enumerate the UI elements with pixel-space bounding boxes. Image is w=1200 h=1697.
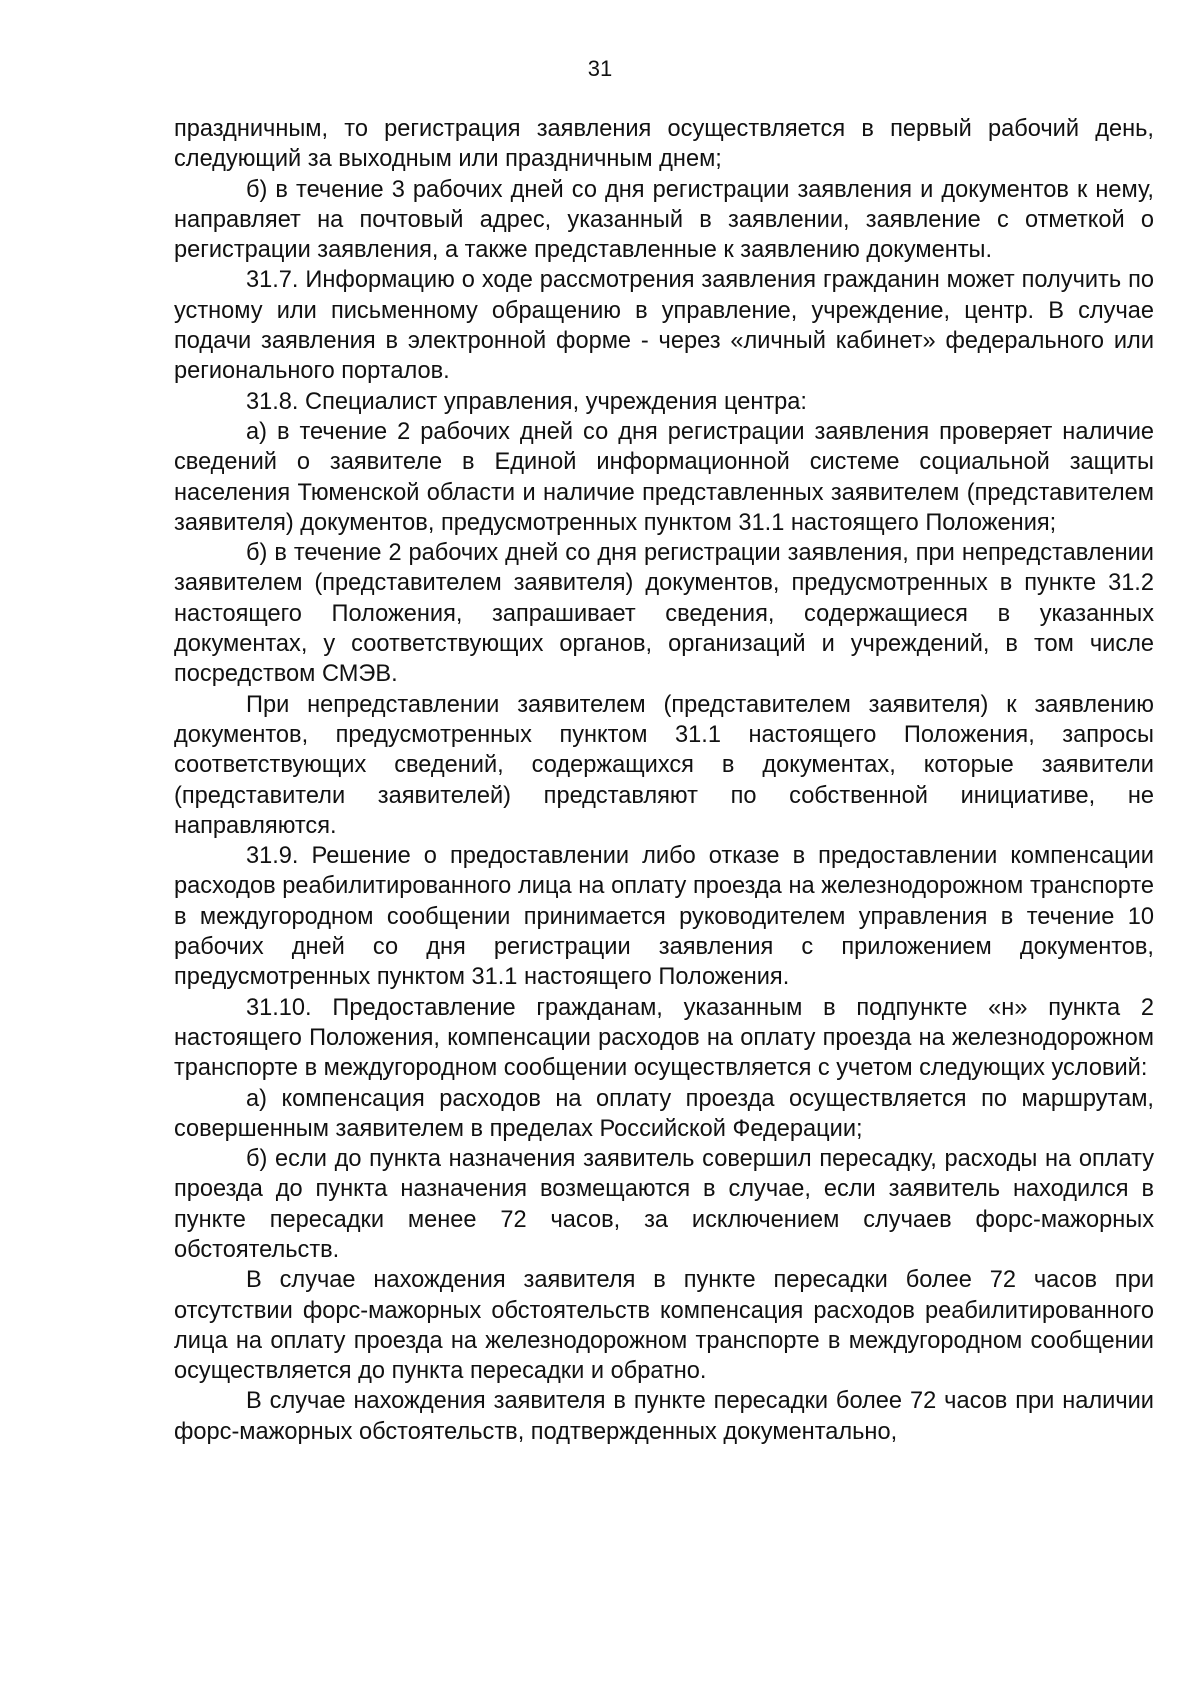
document-body [174,114,1154,1447]
paragraph: б) в течение 3 рабочих дней со дня регистрации заявления и документов к нему, направляет на почтовый адрес, указанный в заявлении, заявление с отметкой о регистрации заявления, а также представленные к заявлению документы. [174,176,1154,264]
paragraph: а) в течение 2 рабочих дней со дня регистрации заявления проверяет наличие сведений о заявителе в Единой информационной системе социальной защиты населения Тюменской области и наличие представленных заявителем (представителем заявителя) документов, предусмотренных пунктом 31.1 настоящего Положения; [174,418,1154,536]
page-number: 31 [587,56,613,81]
paragraph: В случае нахождения заявителя в пункте пересадки более 72 часов при наличии форс-мажорных обстоятельств, подтвержденных документально, [174,1388,1154,1445]
paragraph: б) если до пункта назначения заявитель совершил пересадку, расходы на оплату проезда до пункта назначения возмещаются в случае, если заявитель находился в пункте пересадки менее 72 часов, за исключением случаев форс-мажорных обстоятельств. [174,1146,1154,1263]
paragraph: 31.7. Информацию о ходе рассмотрения заявления гражданин может получить по устному или письменному обращению в управление, учреждение, центр. В случае подачи заявления в электронной форме - через «личный кабинет» федерального или регионального порталов. [174,267,1154,385]
paragraph: а) компенсация расходов на оплату проезда осуществляется по маршрутам, совершенным заявителем в пределах Российской Федерации; [174,1085,1154,1142]
paragraph: 31.10. Предоставление гражданам, указанным в подпункте «н» пункта 2 настоящего Положения, компенсации расходов на оплату проезда на железнодорожном транспорте в междугородном сообщении осуществляется с учетом следующих условий: [174,994,1154,1082]
paragraph: В случае нахождения заявителя в пункте пересадки более 72 часов при отсутствии форс-мажорных обстоятельств компенсация расходов реабилитированного лица на оплату проезда на железнодорожном транспорте в междугородном сообщении осуществляется до пункта пересадки и обратно. [174,1267,1154,1385]
paragraph: 31.9. Решение о предоставлении либо отказе в предоставлении компенсации расходов реабилитированного лица на оплату проезда на железнодорожном транспорте в междугородном сообщении принимается руководителем управления в течение 10 рабочих дней со дня регистрации заявления с приложением документов, предусмотренных пунктом 31.1 настоящего Положения. [174,843,1154,991]
paragraph: праздничным, то регистрация заявления осуществляется в первый рабочий день, следующий за выходным или праздничным днем; [174,116,1154,173]
paragraph: б) в течение 2 рабочих дней со дня регистрации заявления, при непредставлении заявителем (представителем заявителя) документов, предусмотренных в пункте 31.2 настоящего Положения, запрашивает сведения, содержащиеся в указанных документах, у соответствующих органов, организаций и учреждений, в том числе посредством СМЭВ. [174,540,1154,688]
paragraph: 31.8. Специалист управления, учреждения центра: [246,388,807,415]
paragraph: При непредставлении заявителем (представителем заявителя) к заявлению документов, предусмотренных пунктом 31.1 настоящего Положения, запросы соответствующих сведений, содержащихся в документах, которые заявители (представители заявителей) представляют по собственной инициативе, не направляются. [174,691,1154,839]
